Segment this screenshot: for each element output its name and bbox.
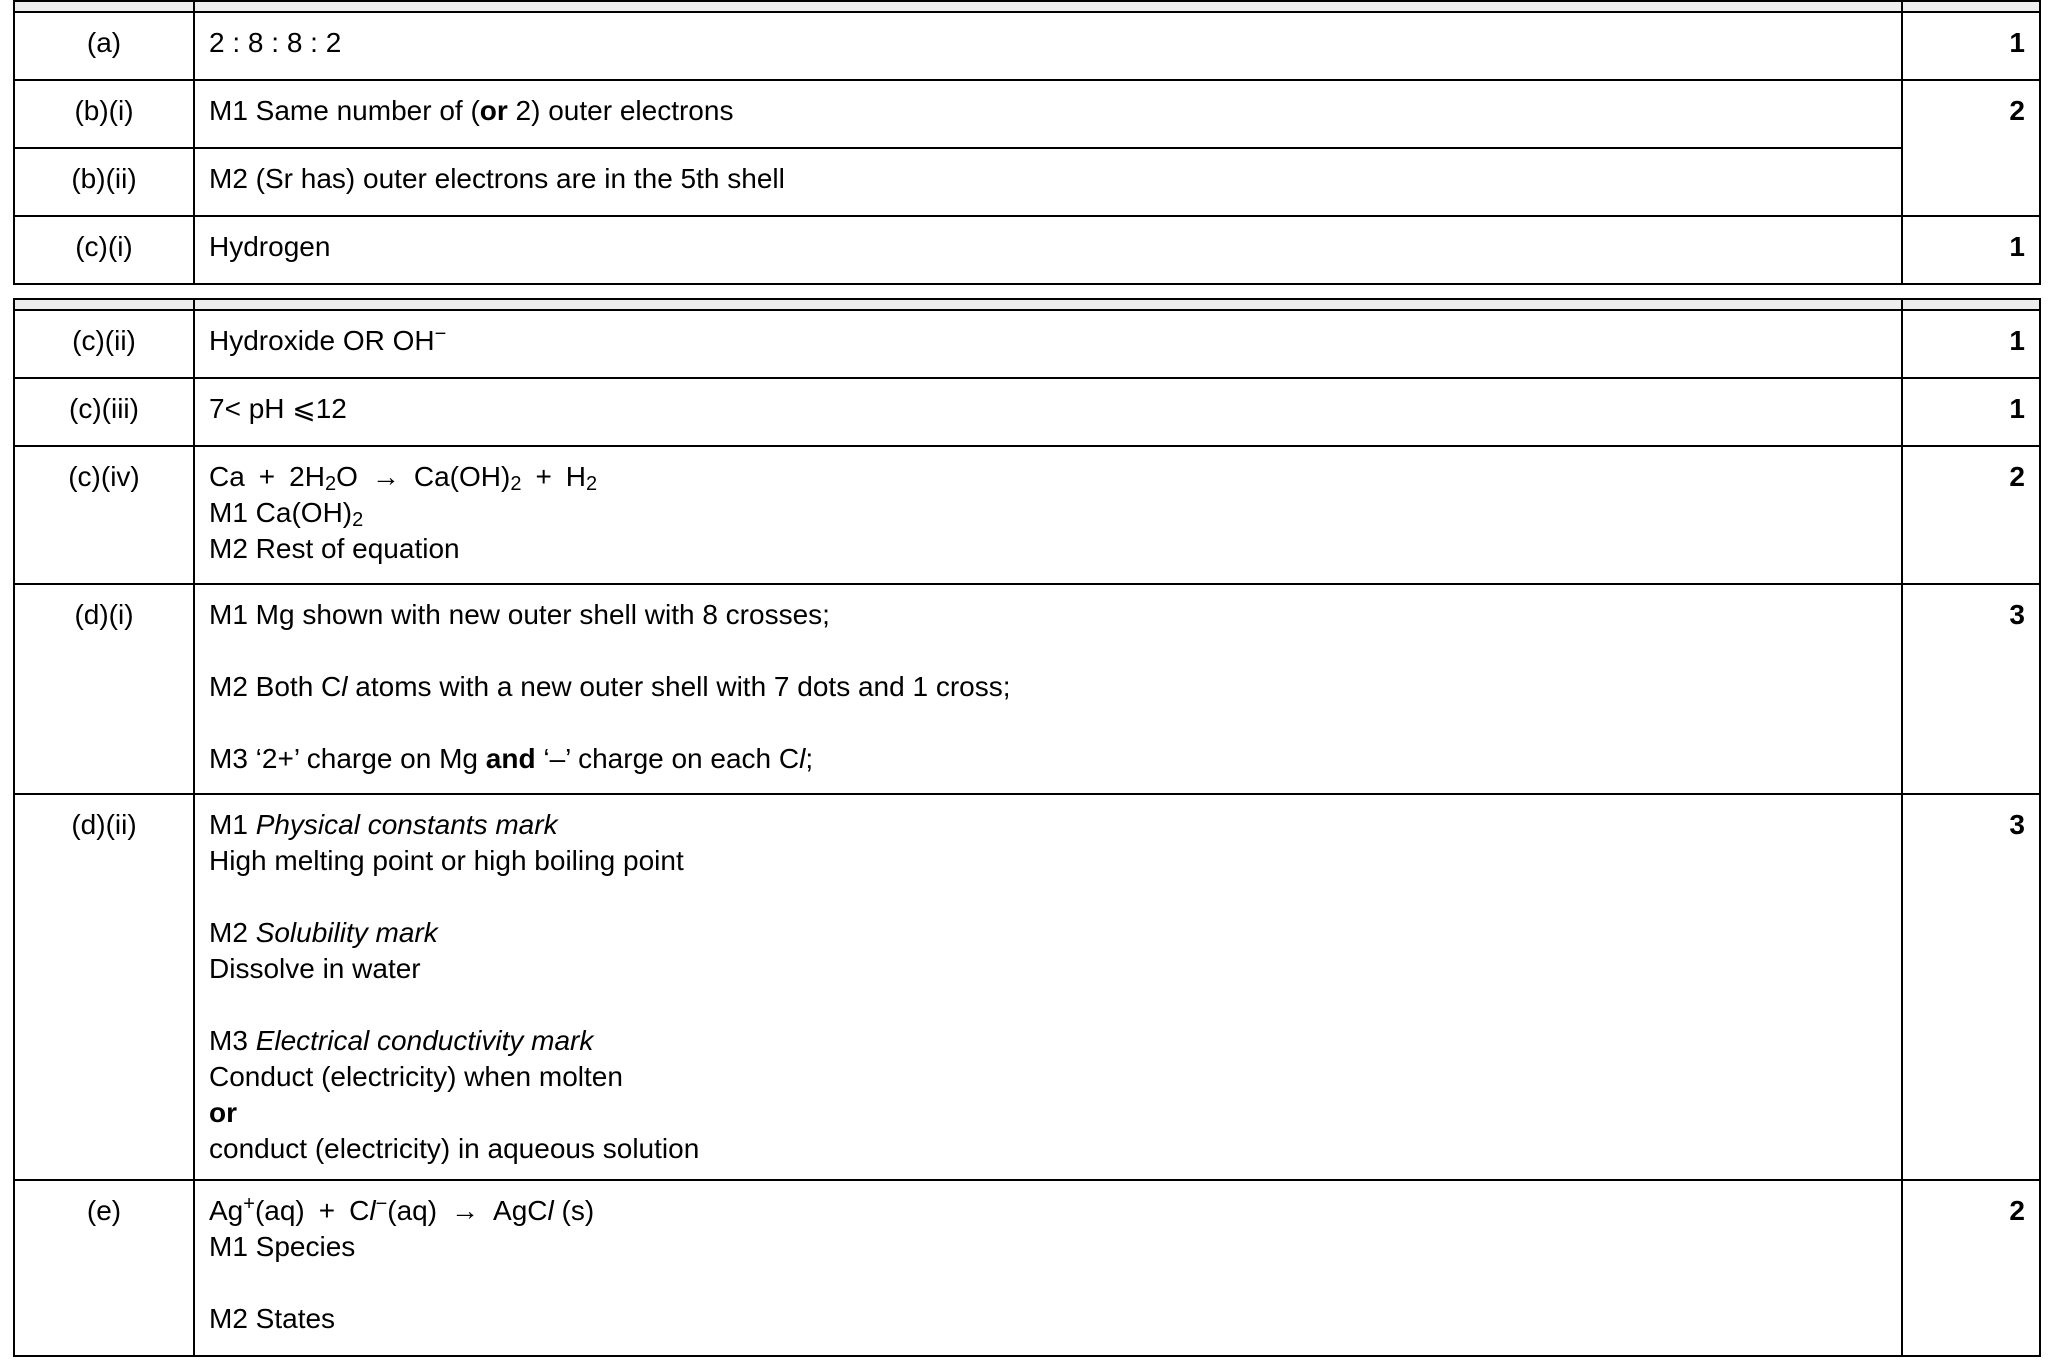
answer-line: or [209, 1097, 237, 1128]
question-number: (e) [14, 1180, 194, 1356]
question-number: (c)(ii) [14, 310, 194, 378]
table-row [14, 1180, 2040, 1356]
answer-line: M2 Both Cl atoms with a new outer shell with 7 dots and 1 cross; [209, 671, 1011, 702]
answer-line: Hydroxide OR OH− [209, 323, 447, 356]
answer-line: M1 Mg shown with new outer shell with 8 crosses; [209, 599, 830, 630]
answer-cell [194, 1180, 1902, 1356]
table-row [14, 12, 2040, 80]
question-number: (b)(ii) [14, 148, 194, 216]
marks-cell: 1 [1902, 12, 2040, 80]
marks-cell: 1 [1902, 378, 2040, 446]
equation-line: Ag+(aq) + Cl−(aq) → AgCl (s) [209, 1193, 595, 1226]
answer-cell [194, 794, 1902, 1180]
equation-line: $Ca + 2H_2O \to Ca(OH)_2 + H_2$ [209, 461, 598, 495]
answer-line: 7< pH ⩽12 [209, 393, 347, 424]
marks-cell: 1 [1902, 216, 2040, 284]
answer-cell [194, 378, 1902, 446]
marks-cell: 3 [1902, 794, 2040, 1180]
marks-cell: 1 [1902, 310, 2040, 378]
question-number: (a) [14, 12, 194, 80]
table-row [14, 310, 2040, 378]
table-row [14, 446, 2040, 584]
answer-cell [194, 310, 1902, 378]
answer-line: M3 Electrical conductivity mark [209, 1025, 594, 1056]
answer-line: M2 Solubility mark [209, 917, 438, 948]
answer-line: Dissolve in water [209, 953, 421, 984]
marks-cell: 2 [1902, 80, 2040, 216]
answer-line: M1 Same number of (or 2) outer electrons [209, 95, 734, 126]
mark-scheme-table-2 [13, 298, 2041, 1357]
table-header-strip [14, 299, 2040, 310]
question-number: (c)(iii) [14, 378, 194, 446]
answer-cell [194, 216, 1902, 284]
table-row [14, 216, 2040, 284]
answer-line: M2 States [209, 1303, 336, 1334]
answer-line: M1 Physical constants mark [209, 809, 558, 840]
table-header-strip [14, 1, 2040, 12]
answer-cell [194, 584, 1902, 794]
table-row [14, 148, 2040, 216]
answer-line: M1 Species [209, 1231, 356, 1262]
marks-cell: 2 [1902, 1180, 2040, 1356]
answer-line: 2 : 8 : 8 : 2 [209, 27, 342, 58]
answer-line: High melting point or high boiling point [209, 845, 684, 876]
answer-line: M2 Rest of equation [209, 533, 460, 564]
answer-line: M2 (Sr has) outer electrons are in the 5th shell [209, 163, 785, 194]
question-number: (d)(i) [14, 584, 194, 794]
answer-line: Hydrogen [209, 231, 331, 262]
answer-cell [194, 12, 1902, 80]
table-row [14, 378, 2040, 446]
table-row [14, 80, 2040, 148]
answer-line: conduct (electricity) in aqueous solution [209, 1133, 700, 1164]
answer-cell [194, 446, 1902, 584]
answer-line: M1 $Ca(OH)_2$ [209, 497, 364, 531]
question-number: (c)(i) [14, 216, 194, 284]
answer-cell [194, 148, 1902, 216]
answer-line: Conduct (electricity) when molten [209, 1061, 623, 1092]
answer-cell [194, 80, 1902, 148]
table-row [14, 584, 2040, 794]
table-row [14, 794, 2040, 1180]
mark-scheme-table-1 [13, 0, 2041, 285]
question-number: (c)(iv) [14, 446, 194, 584]
answer-line: M3 ‘2+’ charge on Mg and ‘–’ charge on each Cl; [209, 743, 814, 774]
question-number: (d)(ii) [14, 794, 194, 1180]
marks-cell: 3 [1902, 584, 2040, 794]
question-number: (b)(i) [14, 80, 194, 148]
marks-cell: 2 [1902, 446, 2040, 584]
